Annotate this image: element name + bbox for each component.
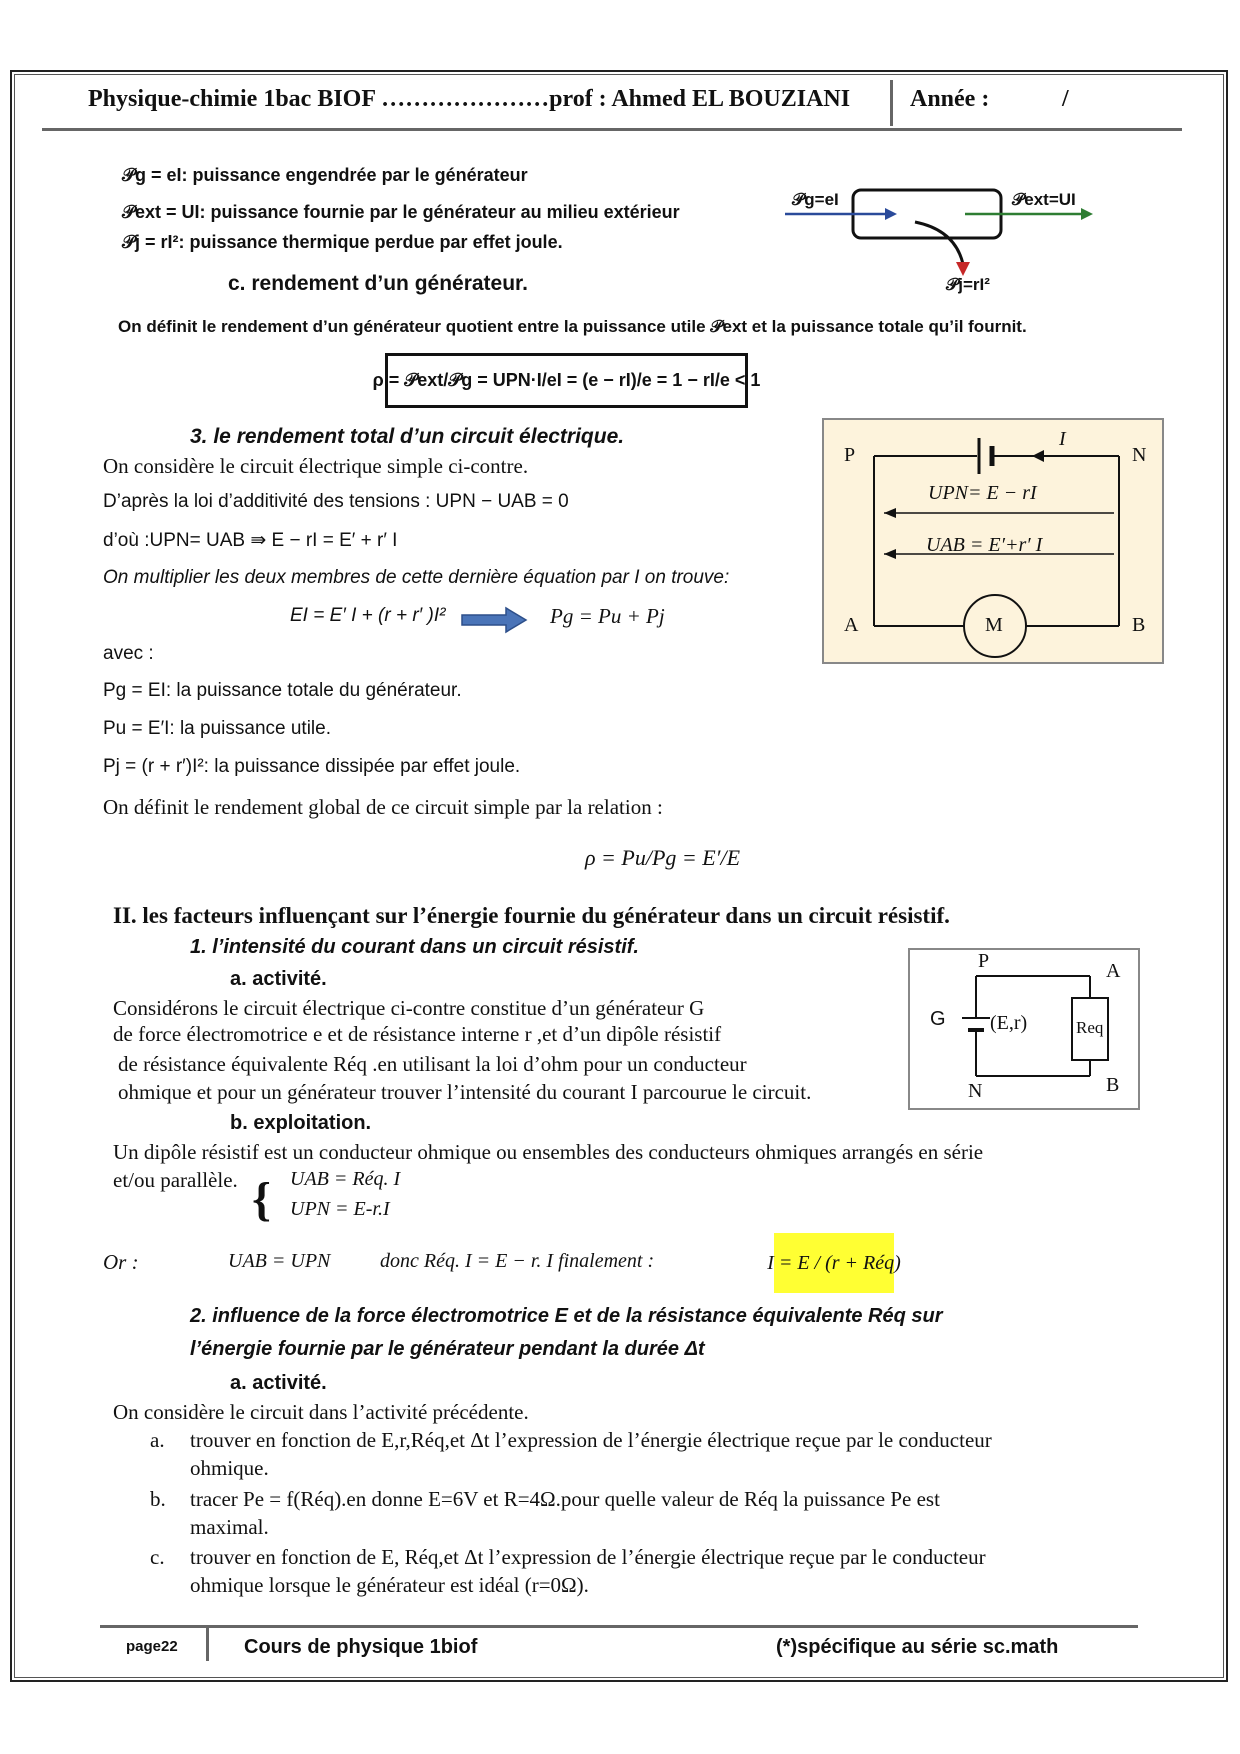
system-brace: { (252, 1173, 271, 1226)
rendement-formula-box (372, 353, 761, 408)
circuit2-label-p: P (978, 950, 990, 972)
s3-line3: d’où :UPN= UAB ⇛ E − rI = E′ + r′ I (103, 530, 398, 551)
footer-note: (*)spécifique au série sc.math (776, 1636, 1059, 1658)
pj-arrowhead (956, 262, 970, 276)
diagram-pg-label: 𝒫g=eI (792, 190, 839, 209)
pj-arrow (915, 222, 963, 264)
header-divider (890, 80, 893, 126)
s3-line4: On multiplier les deux membres de cette dernière équation par I on trouve: (103, 567, 730, 588)
s3-pu: Pu = E′I: la puissance utile. (103, 718, 331, 739)
system-eq2: UPN = E-r.I (290, 1198, 390, 1220)
s3-line1: On considère le circuit électrique simple ci-contre. (103, 454, 529, 478)
circuit2-label-req: Req (1076, 1018, 1104, 1037)
pj-definition: 𝒫j = rI²: puissance thermique perdue par effet joule. (122, 232, 563, 252)
expl-line2: et/ou parallèle. (113, 1168, 238, 1192)
header-title: Physique-chimie 1bac BIOF …………………prof : Ahmed EL BOUZIANI (88, 86, 851, 112)
rendement-formula: ρ = 𝒫ext/𝒫g = UPN·I/eI = (e − rI)/e = 1 − rI/e < 1 (372, 370, 761, 390)
s3-line2: D’après la loi d’additivité des tensions : UPN − UAB = 0 (103, 491, 569, 512)
rendement-heading: c. rendement d’un générateur. (228, 272, 528, 295)
section3-heading: 3. le rendement total d’un circuit électrique. (190, 425, 625, 448)
footer-divider (206, 1627, 209, 1661)
s3-pj: Pj = (r + r′)I²: la puissance dissipée par effet joule. (103, 756, 521, 777)
s3-eq-right: Pg = Pu + Pj (550, 604, 665, 628)
circuit1-upn: UPN= E − rI (928, 482, 1037, 504)
diagram-pext-label: 𝒫ext=UI (1012, 190, 1076, 209)
section2-heading: II. les facteurs influençant sur l’énergie fournie du générateur dans un circuit résistif. (113, 903, 950, 928)
act-line4: ohmique et pour un générateur trouver l’intensité du courant I parcourue le circuit. (118, 1080, 812, 1104)
act-line2: de force électromotrice e et de résistance interne r ,et d’un dipôle résistif (113, 1022, 722, 1046)
item-a-mark: a. (150, 1428, 165, 1452)
item-c-line2: ohmique lorsque le générateur est idéal (r=0Ω). (190, 1573, 589, 1597)
circuit1-label-b: B (1132, 614, 1146, 636)
act-line1: Considérons le circuit électrique ci-contre constitue d’un générateur G (113, 996, 705, 1020)
s3-eq-left: EI = E′ I + (r + r′ )I² (290, 605, 446, 626)
circuit1-uab: UAB = E′+r′ I (926, 534, 1043, 556)
s3-avec: avec : (103, 643, 154, 664)
circuit2-label-a: A (1106, 960, 1121, 982)
pg-arrowhead (885, 208, 897, 220)
circuit2-label-n: N (968, 1080, 983, 1102)
circuit1-label-i: I (1059, 428, 1066, 450)
or-label: Or : (103, 1250, 139, 1274)
implies-arrow (460, 606, 528, 634)
sub2-activite: a. activité. (230, 1372, 327, 1394)
header-year-slash: / (1062, 86, 1069, 112)
footer-rule (100, 1625, 1138, 1628)
act-line3: de résistance équivalente Réq .en utilisant la loi d’ohm pour un conducteur (118, 1052, 747, 1076)
pext-arrowhead (1081, 208, 1093, 220)
circuit2-label-er: (E,r) (990, 1012, 1028, 1034)
current-arrow (1032, 450, 1044, 462)
diagram-pj-label: 𝒫j=rI² (946, 275, 990, 294)
item-b-line2: maximal. (190, 1515, 269, 1539)
circuit1-label-a: A (844, 614, 859, 636)
section2-exploitation: b. exploitation. (230, 1112, 372, 1134)
circuit1-label-p: P (844, 444, 856, 466)
section2-activite: a. activité. (230, 968, 327, 990)
pext-definition: 𝒫ext = UI: puissance fournie par le générateur au milieu extérieur (122, 202, 680, 222)
rendement-definition: On définit le rendement d’un générateur quotient entre la puissance utile 𝒫ext et la puissance totale qu’il fournit. (118, 317, 1027, 336)
sub2-line1: 2. influence de la force électromotrice E et de la résistance équivalente Réq sur (190, 1305, 943, 1327)
item-b-line1: tracer Pe = f(Réq).en donne E=6V et R=4Ω.pour quelle valeur de Réq la puissance Pe est (190, 1487, 940, 1511)
s3-pg: Pg = EI: la puissance totale du générateur. (103, 680, 462, 701)
s3-rho-formula: ρ = Pu/Pg = E′/E (585, 845, 741, 870)
circuit1-panel (822, 418, 1164, 664)
item-b-mark: b. (150, 1487, 166, 1511)
header-year-label: Année : (910, 86, 990, 112)
item-a-line2: ohmique. (190, 1456, 269, 1480)
system-eq1: UAB = Réq. I (290, 1168, 401, 1190)
sub2-line2: l’énergie fournie par le générateur pendant la durée Δt (190, 1338, 705, 1360)
s3-line5: On définit le rendement global de ce circuit simple par la relation : (103, 795, 663, 819)
pg-definition: 𝒫g = eI: puissance engendrée par le générateur (122, 165, 528, 185)
expl-line1: Un dipôle résistif est un conducteur ohmique ou ensembles des conducteurs ohmiques arrangés en série (113, 1140, 984, 1164)
footer-course: Cours de physique 1biof (244, 1636, 478, 1658)
footer-page: page22 (126, 1638, 178, 1655)
circuit2-label-g: G (930, 1008, 946, 1030)
circuit2-panel (908, 948, 1140, 1110)
act2-line1: On considère le circuit dans l’activité précédente. (113, 1400, 529, 1424)
or-eq1: UAB = UPN (228, 1250, 331, 1272)
item-a-line1: trouver en fonction de E,r,Réq,et Δt l’expression de l’énergie électrique reçue par le conducteur (190, 1428, 992, 1452)
item-c-mark: c. (150, 1545, 165, 1569)
circuit2-label-b: B (1106, 1074, 1120, 1096)
circuit1-label-m: M (985, 614, 1003, 636)
header-rule (42, 128, 1182, 131)
item-c-line1: trouver en fonction de E, Réq,et Δt l’expression de l’énergie électrique reçue par le conducteur (190, 1545, 986, 1569)
final-formula: I = E / (r + Réq) (774, 1233, 894, 1293)
section2-sub1: 1. l’intensité du courant dans un circuit résistif. (190, 936, 639, 958)
circuit1-label-n: N (1132, 444, 1147, 466)
or-eq2: donc Réq. I = E − r. I finalement : (380, 1250, 655, 1272)
